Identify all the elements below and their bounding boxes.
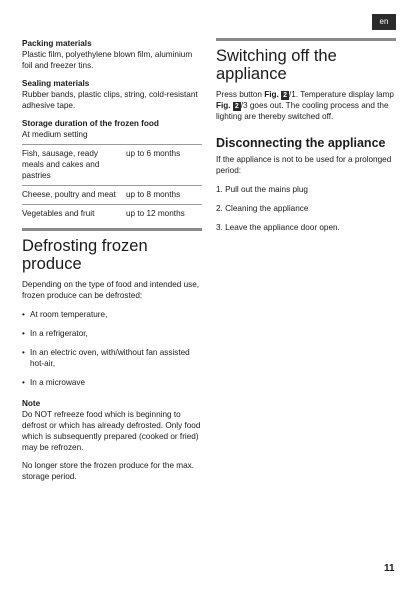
note-heading: Note: [22, 399, 41, 408]
bullet-icon: •: [22, 378, 25, 387]
packing-text: Plastic film, polyethylene blown film, aluminium foil and freezer tins.: [22, 50, 193, 70]
list-item: [22, 377, 202, 388]
note-text: Do NOT refreeze food which is beginning to defrost or which has already defrosted. Only food which is subsequently prepared (cooked or fried) may be refrozen.: [22, 410, 201, 452]
disconnecting-intro: If the appliance is not to be used for a prolonged period:: [216, 155, 392, 175]
food-cell: Cheese, poultry and meat: [22, 190, 116, 199]
fig-label: Fig.: [264, 90, 279, 99]
defrost-intro: Depending on the type of food and intended use, frozen produce can be defrosted:: [22, 280, 200, 300]
section-divider: [22, 228, 202, 231]
table-row: [22, 205, 202, 224]
left-column: [22, 38, 202, 482]
food-cell: Fish, sausage, ready meals and cakes and pastries: [22, 149, 100, 180]
figure-number-badge: 2: [234, 103, 239, 110]
bullet-icon: •: [22, 348, 25, 357]
duration-cell: up to 8 months: [126, 190, 181, 199]
packing-heading: Packing materials: [22, 39, 92, 48]
page-number: 11: [384, 563, 395, 574]
text-run: /3 goes out. The cooling process and the lighting are thereby switched off.: [216, 101, 389, 121]
duration-cell: up to 6 months: [126, 149, 181, 158]
closing-text: No longer store the frozen produce for the max. storage period.: [22, 461, 195, 481]
list-item: 1. Pull out the mains plug: [216, 185, 308, 194]
disconnecting-heading: Disconnecting the appliance: [216, 136, 386, 150]
list-item-text: In an electric oven, with/without fan assisted hot-air,: [30, 348, 190, 368]
list-item: 2. Cleaning the appliance: [216, 204, 309, 213]
table-row: [22, 145, 202, 186]
bullet-icon: •: [22, 329, 25, 338]
list-item-text: In a refrigerator,: [30, 329, 88, 338]
text-run: Press button: [216, 90, 265, 99]
list-item-text: In a microwave: [30, 378, 86, 387]
list-item: 3. Leave the appliance door open.: [216, 223, 340, 232]
table-row: [22, 186, 202, 205]
sealing-heading: Sealing materials: [22, 79, 90, 88]
list-item: [22, 328, 202, 339]
storage-table: [22, 144, 202, 223]
storage-setting: At medium setting: [22, 130, 88, 139]
right-column: [216, 38, 396, 233]
defrost-options: [22, 309, 202, 388]
defrost-heading: Defrosting frozen produce: [22, 237, 148, 273]
switching-off-heading: Switching off the appliance: [216, 47, 337, 83]
list-item-text: At room temperature,: [30, 310, 108, 319]
disconnecting-steps: [216, 184, 396, 233]
fig-label: Fig.: [216, 101, 231, 110]
bullet-icon: •: [22, 310, 25, 319]
list-item: [22, 347, 202, 369]
text-run: /1. Temperature display lamp: [289, 90, 394, 99]
switching-off-text: [216, 89, 396, 122]
sealing-text: Rubber bands, plastic clips, string, cold-resistant adhesive tape.: [22, 90, 198, 110]
list-item: [22, 309, 202, 320]
food-cell: Vegetables and fruit: [22, 209, 95, 218]
language-tab: en: [372, 14, 396, 30]
section-divider: [216, 38, 396, 41]
storage-heading: Storage duration of the frozen food: [22, 119, 159, 128]
duration-cell: up to 12 months: [126, 209, 185, 218]
figure-number-badge: 2: [283, 92, 287, 99]
